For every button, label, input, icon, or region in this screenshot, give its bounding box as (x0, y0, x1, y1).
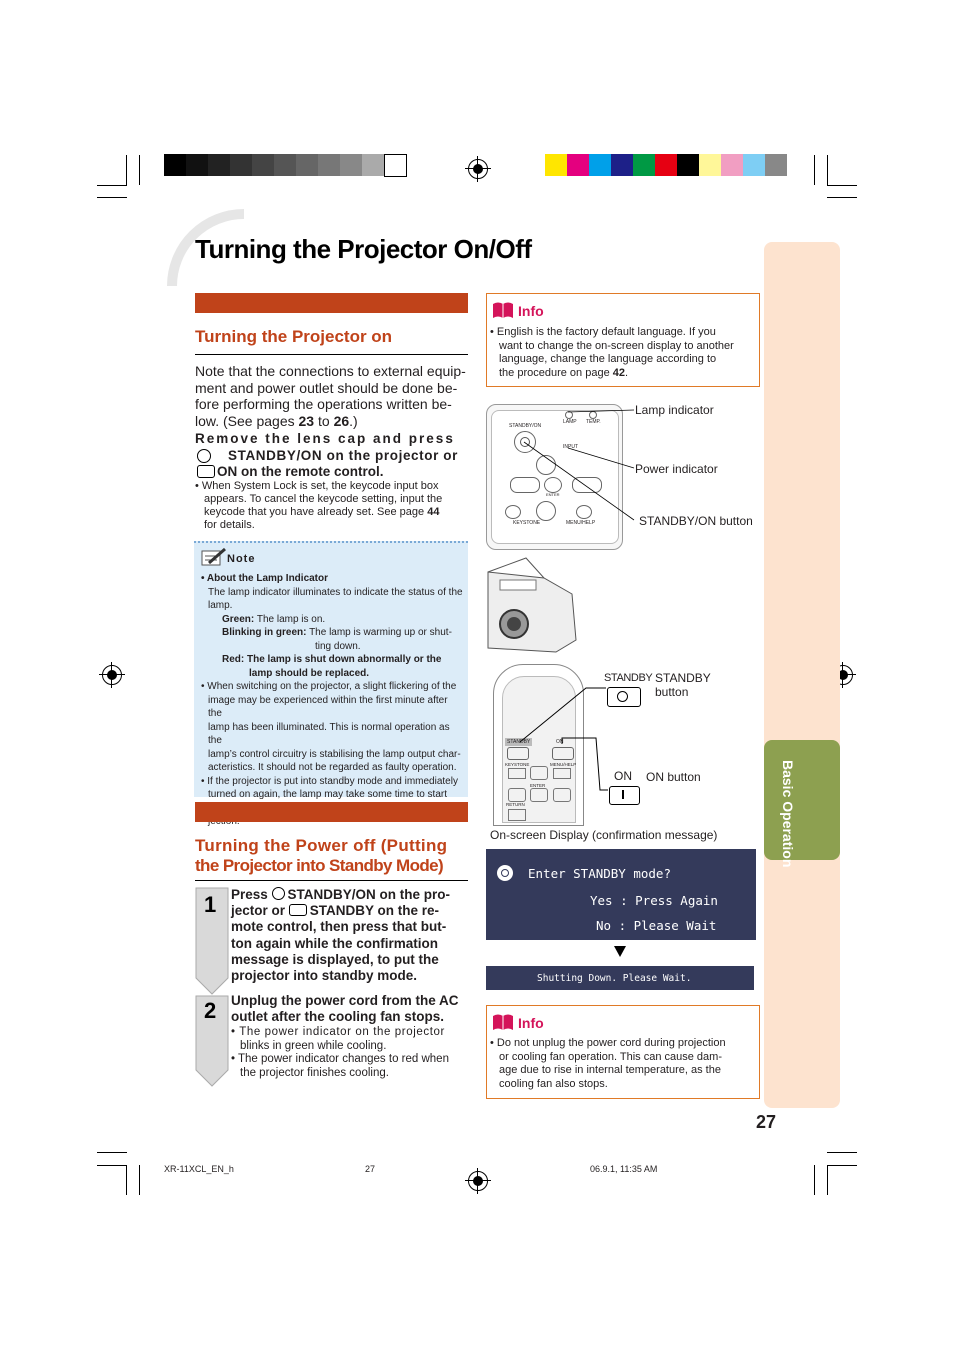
intro-paragraph: Note that the connections to external equip- ment and power outlet should be done be- fore performing the operations written be- low. (See pages 23 to 26.) (195, 363, 466, 429)
info-text: • English is the factory default language. If you want to change the on-screen display to another language, change the language according to the procedure on page 42. (490, 326, 734, 379)
info-label: Info (518, 1015, 544, 1031)
panel-label-keystone: KEYSTONE (513, 520, 541, 526)
step-number: 2 (204, 998, 217, 1023)
panel-label-temp: TEMP. (586, 419, 601, 425)
on-button-icon (197, 465, 215, 478)
panel-label-enter: ENTER (546, 492, 560, 497)
remote-label-keystone: KEYSTONE (505, 762, 530, 767)
callout-lines (486, 400, 646, 560)
osd-shutdown-text: Shutting Down. Please Wait. (537, 973, 692, 984)
divider (195, 880, 468, 881)
remote-label-enter: ENTER (530, 783, 546, 788)
osd-line-2: Yes : Press Again (590, 893, 718, 908)
panel-label-menu: MENU/HELP (566, 520, 596, 526)
instruction: Remove the lens cap and press STANDBY/ON on the projector or ON on the remote control. (195, 431, 459, 479)
remote-standby-label-big: STANDBY (604, 672, 653, 684)
remote-label-menu: MENU/HELP (550, 762, 577, 767)
standby-on-button-label: STANDBY/ON button (639, 514, 753, 528)
info-text: • Do not unplug the power cord during projection or cooling fan operation. This can cause dam- age due to rise in internal temperature, as the cooling fan also stops. (490, 1037, 726, 1090)
registration-mark-icon (468, 159, 488, 179)
lamp-indicator-label: Lamp indicator (635, 403, 714, 417)
step-2-bullets: • The power indicator on the projector blinks in green while cooling. • The power indicator changes to red when the projector finishes cooling. (231, 1026, 449, 1079)
power-indicator-label: Power indicator (635, 462, 718, 476)
registration-mark-icon (468, 1171, 488, 1191)
book-icon (492, 301, 514, 319)
info-label: Info (518, 303, 544, 319)
remote-label-standby: STANDBY (507, 739, 531, 745)
step-2-text: Unplug the power cord from the AC outlet after the cooling fan stops. (231, 993, 459, 1025)
remote-label-return: RETURN (506, 802, 525, 807)
remote-label-on: ON (556, 739, 564, 745)
standby-button-label: STANDBY button (655, 671, 711, 699)
note-label: Note (227, 553, 256, 565)
footer-date: 06.9.1, 11:35 AM (590, 1164, 658, 1174)
power-icon (617, 691, 628, 702)
on-button-label: ON button (646, 770, 701, 784)
page-number: 27 (756, 1112, 777, 1132)
note-text: • About the Lamp Indicator The lamp indicator illuminates to indicate the status of the lamp. Green: The lamp is on. Blinking in green: The lamp is warming up or shut- ting down. Red: The lamp is shut down abnormally or the lamp should be replaced. • When switching on the projector, a slight flickering of the image may be experienced within the first minute after the lamp has been illuminated. This is normal operation as the lamp’s control circuitry is stabilising the lamp output char- acteristics. It should not be regarded as faulty operation. • If the projector is put into standby mode and immediately turned on again, the lamp may take some time to start (201, 573, 463, 800)
registration-mark-icon (102, 665, 122, 685)
section-heading: Turning the Power off (Putting the Projector into Standby Mode) (195, 836, 448, 875)
remote-on-button-large[interactable] (609, 786, 640, 805)
step-number: 1 (204, 892, 217, 917)
power-icon (497, 865, 513, 881)
remote-on-label-big: ON (614, 769, 632, 783)
section-heading: Turning the Projector on (195, 327, 393, 346)
side-panel (764, 242, 840, 1108)
footer-page: 27 (365, 1164, 376, 1174)
osd-line-1: Enter STANDBY mode? (528, 866, 671, 881)
panel-label-lamp: LAMP (563, 419, 577, 425)
divider (195, 354, 468, 355)
chapter-tab-label: Basic Operation (780, 760, 796, 868)
step-1-text: Press STANDBY/ON on the pro- jector or STANDBY on the re- mote control, then press that but- ton again while the confirmation message is displayed, to put the projector into standby mode. (231, 887, 451, 984)
section-bar (195, 802, 468, 822)
section-bar (195, 293, 468, 313)
pencil-note-icon (201, 547, 227, 567)
footer-file: XR-11XCL_EN_h (164, 1164, 234, 1174)
projector-illustration (486, 548, 578, 660)
book-icon (492, 1013, 514, 1031)
panel-label-input: INPUT (563, 444, 578, 450)
on-line-icon (622, 790, 624, 799)
system-lock-note: • When System Lock is set, the keycode input box appears. To cancel the keycode setting, input the keycode that you have already set. See page 44 for details. (195, 480, 443, 531)
power-button-icon (197, 449, 211, 463)
power-button-icon (272, 887, 285, 900)
remote-return-button[interactable] (508, 809, 526, 821)
standby-button-icon (289, 904, 307, 916)
osd-line-3: No : Please Wait (596, 918, 717, 933)
osd-caption: On-screen Display (confirmation message) (490, 828, 718, 842)
panel-label-standby: STANDBY/ON (509, 423, 542, 429)
down-arrow-icon (614, 946, 626, 957)
osd-shutdown-screen (486, 966, 754, 990)
osd-confirmation-screen (486, 849, 756, 940)
page-title: Turning the Projector On/Off (195, 234, 532, 264)
